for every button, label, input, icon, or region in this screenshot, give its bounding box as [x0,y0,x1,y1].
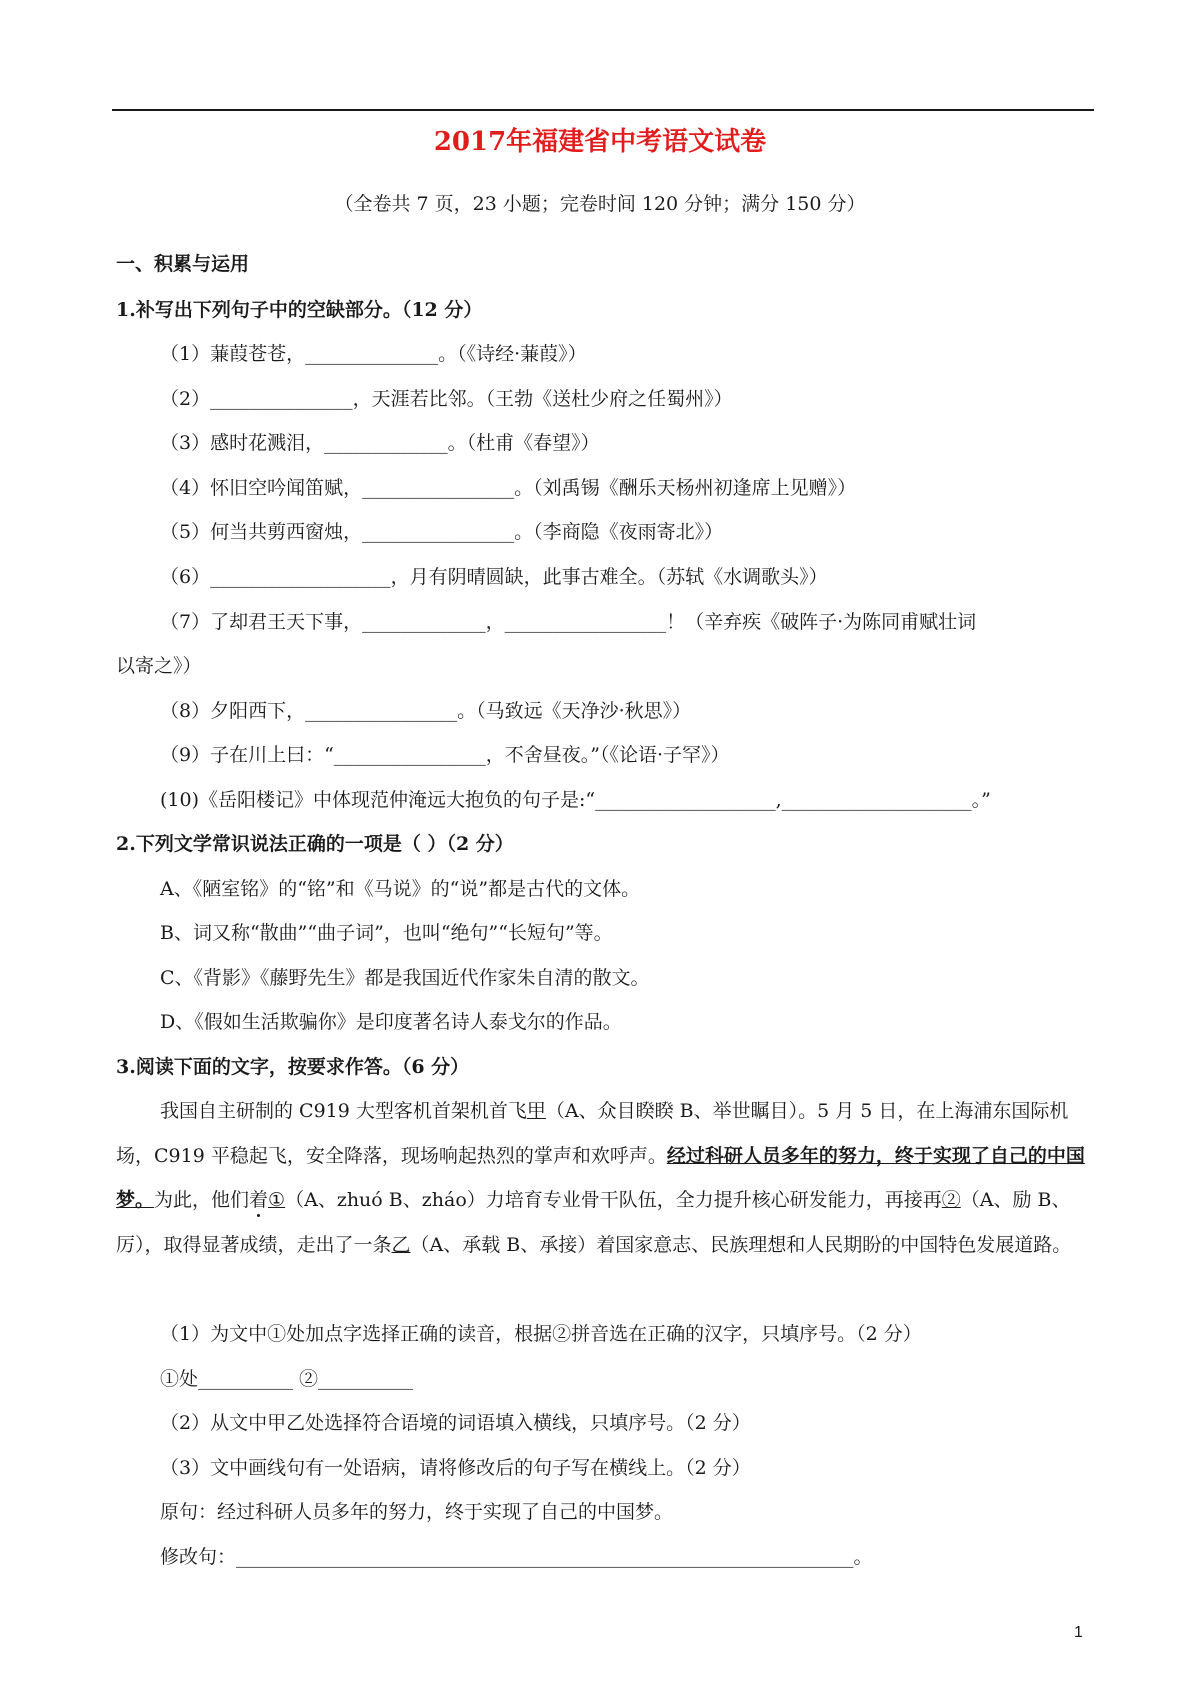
q2-option-c: C、《背影》《藤野先生》都是我国近代作家朱自清的散文。 [160,967,650,989]
q2-option-a: A、《陋室铭》的“铭”和《马说》的“说”都是古代的文体。 [160,878,641,900]
q3-revised-sentence: 修改句：_________________________________________________________________。 [160,1546,873,1568]
q1-item-10: (10)《岳阳楼记》中体现范仲淹远大抱负的句子是:“___________________,____________________。” [160,789,991,811]
q3-blanks: ①处__________ ②__________ [160,1368,414,1390]
mark-jia: 甲 [526,1100,546,1122]
mark-yi: 乙 [391,1233,411,1256]
q1-item-7-cont: 以寄之》） [116,655,202,677]
exam-info: （全卷共 7 页，23 小题；完卷时间 120 分钟；满分 150 分） [334,193,866,215]
mark-2: ② [941,1189,961,1211]
q3-original-sentence: 原句：经过科研人员多年的努力，终于实现了自己的中国梦。 [160,1501,674,1523]
q3-passage: 我国自主研制的 C919 大型客机首架机首飞甲（A、众目睽睽 B、举世瞩目）。5 月 5 日，在上海浦东国际机场，C919 平稳起飞，安全降落，现场响起热烈的掌声和欢呼声。经过科研人员多年的努力，终于实现了自己的中国梦。为此，他们着①（A、zhuó B、zháo）力培育专业骨干队伍，全力提升核心研发能力，再接再②（A、励 B、厉），取得显著成绩，走出了一条乙（A、承载 B、承接）着国家意志、民族理想和人民期盼的中国特色发展道路。 [116,1100,1085,1256]
q3-sub-3: （3）文中画线句有一处语病，请将修改后的句子写在横线上。（2 分） [160,1457,751,1479]
q1-item-3: （3）感时花溅泪，_____________。（杜甫《春望》） [160,432,600,454]
page-title: 2017年福建省中考语文试卷 [433,127,767,157]
question-1-heading: 1.补写出下列句子中的空缺部分。（12 分） [116,299,483,321]
q1-item-7: （7）了却君王天下事，_____________，_________________！（辛弃疾《破阵子·为陈同甫赋壮词 [160,611,977,633]
q1-item-9: （9）子在川上曰：“________________，不舍昼夜。”（《论语·子罕》） [160,744,730,766]
page-number: 1 [1074,1624,1083,1641]
underlined-sentence: 经过科研人员多年的努力，终于实现了自己的中国梦。 [116,1144,1085,1211]
q2-option-d: D、《假如生活欺骗你》是印度著名诗人泰戈尔的作品。 [160,1011,622,1033]
dotted-char: 着 [249,1189,269,1211]
header-rule [112,109,1094,111]
question-3-heading: 3.阅读下面的文字，按要求作答。（6 分） [116,1056,470,1078]
q1-item-8: （8）夕阳西下，________________。（马致远《天净沙·秋思》） [160,700,692,722]
q1-item-1: （1）蒹葭苍苍，______________。（《诗经·蒹葭》） [160,343,587,365]
q1-item-4: （4）怀旧空吟闻笛赋，________________。（刘禹锡《酬乐天杨州初逢席上见赠》） [160,477,857,499]
q2-option-b: B、词又称“散曲”“曲子词”，也叫“绝句”“长短句”等。 [160,922,613,944]
q1-item-5: （5）何当共剪西窗烛，________________。（李商隐《夜雨寄北》） [160,521,724,543]
q1-item-2: （2）_______________，天涯若比邻。（王勃《送杜少府之任蜀州》） [160,388,733,410]
question-2-heading: 2.下列文学常识说法正确的一项是（ ）（2 分） [116,833,514,855]
q1-item-6: （6）___________________，月有阴晴圆缺，此事古难全。（苏轼《水调歌头》） [160,566,828,588]
q3-sub-2: （2）从文中甲乙处选择符合语境的词语填入横线，只填序号。（2 分） [160,1412,751,1434]
mark-1: ① [268,1189,286,1211]
q3-sub-1: （1）为文中①处加点字选择正确的读音，根据②拼音选在正确的汉字，只填序号。（2 分） [160,1323,922,1345]
section-heading: 一、积累与运用 [116,253,250,275]
